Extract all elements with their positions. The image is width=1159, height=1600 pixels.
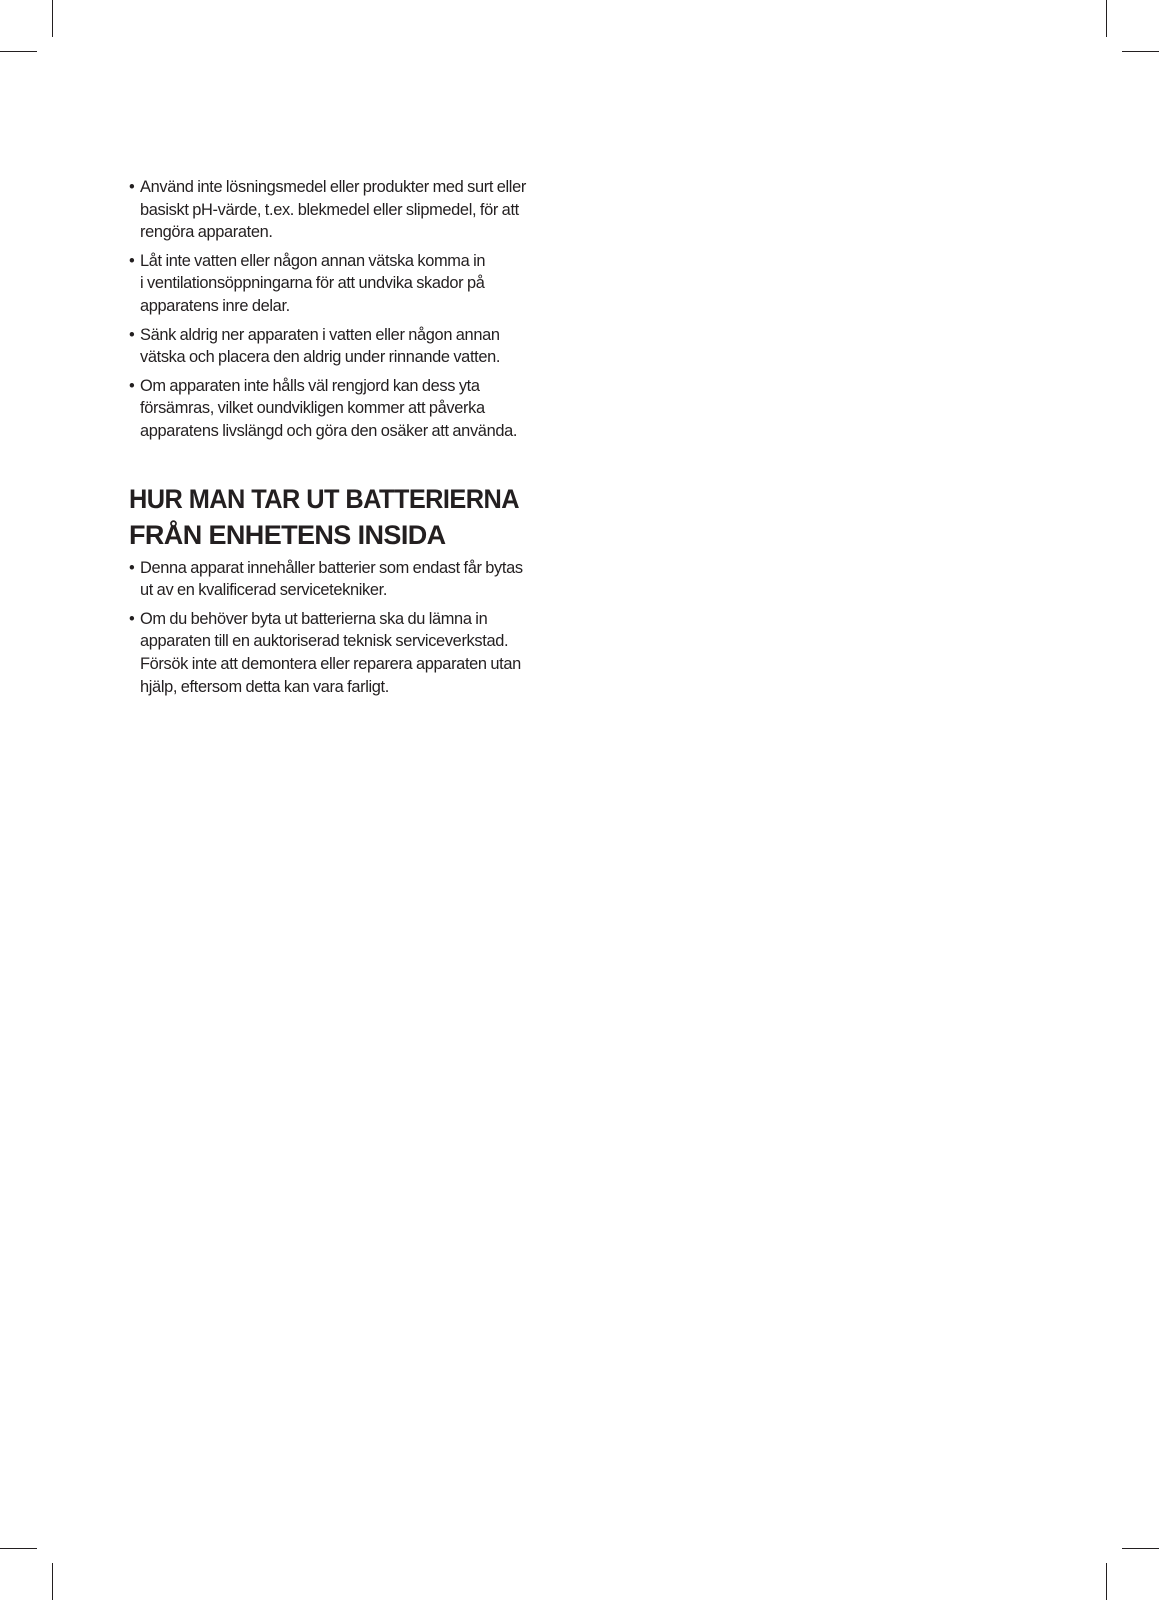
text-line: apparatens livslängd och göra den osäker att använda. xyxy=(140,421,518,440)
list-item xyxy=(129,608,569,698)
crop-mark-top-left-horizontal xyxy=(0,51,37,52)
text-line: Försök inte att demontera eller reparera apparaten utan xyxy=(140,654,521,673)
text-line: Sänk aldrig ner apparaten i vatten eller någon annan xyxy=(140,325,500,344)
text-line: apparatens inre delar. xyxy=(140,296,290,315)
bullet-icon: • xyxy=(129,325,135,344)
text-line: basiskt pH-värde, t.ex. blekmedel eller slipmedel, för att xyxy=(140,200,519,219)
text-line: Om du behöver byta ut batterierna ska du lämna in xyxy=(140,609,488,628)
text-line: Om apparaten inte hålls väl rengjord kan dess yta xyxy=(140,376,480,395)
text-line: vätska och placera den aldrig under rinnande vatten. xyxy=(140,348,501,367)
text-line: hjälp, eftersom detta kan vara farligt. xyxy=(140,677,389,696)
text-line: Denna apparat innehåller batterier som endast får bytas xyxy=(140,558,523,577)
cleaning-warnings-list xyxy=(129,176,569,443)
list-item xyxy=(129,324,569,369)
list-item xyxy=(129,375,569,443)
text-line: försämras, vilket oundvikligen kommer att påverka xyxy=(140,399,485,418)
crop-mark-top-right-vertical xyxy=(1106,0,1107,37)
crop-mark-top-left-vertical xyxy=(52,0,53,37)
text-line: Låt inte vatten eller någon annan vätska komma in xyxy=(140,251,486,270)
heading-line: FRÅN ENHETENS INSIDA xyxy=(129,519,446,550)
document-content xyxy=(129,176,569,704)
heading-line: HUR MAN TAR UT BATTERIERNA xyxy=(129,483,519,514)
text-line: ut av en kvalificerad servicetekniker. xyxy=(140,581,388,600)
battery-removal-list xyxy=(129,557,569,699)
bullet-icon: • xyxy=(129,376,135,395)
text-line: i ventilationsöppningarna för att undvika skador på xyxy=(140,274,485,293)
list-item xyxy=(129,250,569,318)
crop-mark-bottom-right-vertical xyxy=(1106,1563,1107,1600)
bullet-icon: • xyxy=(129,558,135,577)
crop-mark-bottom-left-vertical xyxy=(52,1563,53,1600)
bullet-icon: • xyxy=(129,178,135,196)
section-heading xyxy=(129,481,569,553)
crop-mark-bottom-right-horizontal xyxy=(1122,1548,1159,1549)
bullet-icon: • xyxy=(129,609,135,628)
list-item xyxy=(129,176,569,244)
text-line: Använd inte lösningsmedel eller produkter med surt eller xyxy=(140,178,526,196)
crop-mark-top-right-horizontal xyxy=(1122,51,1159,52)
bullet-icon: • xyxy=(129,251,135,270)
crop-mark-bottom-left-horizontal xyxy=(0,1548,37,1549)
text-line: rengöra apparaten. xyxy=(140,223,273,242)
list-item xyxy=(129,557,569,602)
text-line: apparaten till en auktoriserad teknisk serviceverkstad. xyxy=(140,632,509,651)
